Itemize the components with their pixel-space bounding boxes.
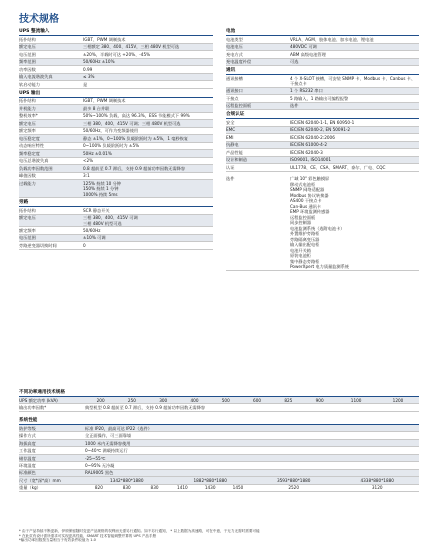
spec-row <box>226 176 419 271</box>
common-specs <box>19 388 419 492</box>
capacity-value: 600 <box>241 397 272 404</box>
size-value: 1882*880*1880 <box>168 477 251 484</box>
env-value: 标准 IP20，最高可达 IP22（选件） <box>85 425 419 432</box>
spec-row <box>226 127 419 135</box>
spec-row <box>19 173 213 181</box>
spec-value: ±20%，半载时可达 +20%、-45% <box>83 51 151 57</box>
size-value: 4338*880*1880 <box>335 477 419 484</box>
spec-value: 5 路输入，1 路输出可编程报警 <box>290 95 349 101</box>
spec-label: 电压范围 <box>19 235 36 240</box>
env-value: -25~55℃ <box>85 454 419 461</box>
spec-row <box>19 143 213 151</box>
spec-row <box>226 59 419 67</box>
spec-value: IEC/EN 62040-3 <box>290 149 323 155</box>
spec-row <box>19 98 213 106</box>
spec-row <box>19 66 213 74</box>
env-value: 0~95% 无冷凝 <box>85 462 419 469</box>
capacity-value: 825 <box>273 397 304 404</box>
spec-label: 电池类型 <box>226 36 243 42</box>
spec-value: 静态 ±1%，0~100% 负载阶跃时为 ±5%，1 毫秒恢复 <box>83 135 189 141</box>
spec-row <box>226 134 419 142</box>
env-value: 全正面操作，可三面靠墙 <box>85 432 419 439</box>
spec-value: 最多 8 台并联 <box>83 105 110 111</box>
spec-row <box>19 235 213 243</box>
spec-row <box>19 120 213 128</box>
spec-label: 额定频率 <box>19 227 36 233</box>
power-factor-row <box>19 404 419 411</box>
spec-value: 0~100% 负载阶跃时为 ±5% <box>83 143 140 148</box>
spec-label: EMI <box>226 134 234 140</box>
spec-value: 480VDC 可调 <box>290 44 317 49</box>
spec-row <box>226 164 419 172</box>
spec-row <box>226 149 419 157</box>
env-label: 海拔高度 <box>19 439 85 446</box>
spec-label: 功率因数 <box>19 66 36 72</box>
spec-value: 0 <box>83 242 86 248</box>
weight-value: 820 <box>85 484 113 491</box>
size-value: 3593*880*1880 <box>252 477 336 484</box>
spec-value: ≤ 3% <box>83 74 95 79</box>
size-value: 1342*880*1880 <box>85 477 168 484</box>
spec-label: 负载功率因数范围 <box>19 165 53 171</box>
spec-row <box>19 180 213 198</box>
env-value: 0~40℃ 满载持续运行 <box>85 447 419 454</box>
spec-label: 拓扑结构 <box>19 98 36 103</box>
spec-value: IGBT、PWM 调制技术 <box>83 36 126 42</box>
spec-value: UL1778、CE、CSA、SMART、泰尔、广电、CQC <box>290 164 386 170</box>
env-row <box>19 462 419 469</box>
spec-value: 50Hz ±0.01% <box>83 150 112 156</box>
spec-value: 3:1 <box>83 173 90 178</box>
weight-value: 830 <box>141 484 169 491</box>
spec-value: 4 个 X-SLOT 接槽，可安装 SNMP 卡、Modbus 卡、Canbus 卡、干接点卡 <box>290 75 416 86</box>
spec-label: 产品性能 <box>226 149 243 155</box>
spec-value: ISO9001, ISO14001 <box>290 157 332 162</box>
spec-value: ±10% 可调 <box>83 235 106 240</box>
spec-row <box>226 88 419 96</box>
spec-row <box>226 119 419 127</box>
spec-value: ABM 高级电池管理 <box>290 51 326 57</box>
spec-label: 远程监控面板 <box>226 103 252 108</box>
spec-row <box>226 95 419 103</box>
capacity-value: 1200 <box>377 397 419 404</box>
spec-label: 拓扑结构 <box>19 36 36 42</box>
spec-value: 50%~100% 负载，高达 96.3%，ESS 节能模式下 99% <box>83 113 190 118</box>
right-column <box>226 27 419 271</box>
section-heading: 合规认证 <box>226 111 419 119</box>
spec-label: 电池电压 <box>226 44 243 49</box>
spec-value: 0.99 <box>83 66 93 72</box>
spec-value: 三相额定 380、400、415V，三相 480V 机型可选 <box>83 44 180 49</box>
spec-label: 软启动能力 <box>19 81 40 87</box>
spec-value: 1 个 RS232 串口 <box>290 88 323 93</box>
size-row <box>19 477 419 484</box>
spec-label: 旁路逆变器切换时间 <box>19 242 57 248</box>
capacity-value: 300 <box>148 397 179 404</box>
spec-label: 电压稳定度 <box>19 135 40 141</box>
spec-row <box>226 142 419 150</box>
spec-label: 充电方式 <box>226 51 243 57</box>
spec-label: 干接点 <box>226 95 239 101</box>
pf-value: 典型机型 0.8 超前至 0.7 滞后，支持 0.9 超前功率因数无需降容 <box>85 404 419 411</box>
capacity-value: 200 <box>85 397 116 404</box>
footnote: * 由于产品持续不断更新，伊顿保留随时变更产品规格的权利而无需另行通知。如不另行通知， * 以上数据为高速路，可在中意，于无力无需时需要可能 <box>19 529 260 533</box>
weight-label: 重量（kg） <box>19 484 85 491</box>
section-heading: 通讯 <box>226 67 419 75</box>
spec-row <box>19 128 213 136</box>
spec-value: 50/60Hz ±10% <box>83 59 115 64</box>
spec-value: 是 <box>83 81 88 87</box>
capacity-value: 900 <box>304 397 335 404</box>
section-heading: 电池 <box>226 28 419 36</box>
spec-value: <2% <box>83 158 94 163</box>
weight-value: 1430 <box>196 484 224 491</box>
spec-row <box>19 207 213 215</box>
footnotes <box>19 529 419 543</box>
spec-row <box>19 74 213 82</box>
env-row <box>19 454 419 461</box>
capacity-table <box>19 397 419 412</box>
spec-row <box>19 113 213 121</box>
section-heading: UPS 输出 <box>19 90 213 98</box>
spec-row <box>19 81 213 89</box>
spec-label: 输入电流谐波失真 <box>19 74 53 79</box>
spec-value: 三相 380、400、415V 可调；三相 480V 机型可选 <box>83 120 181 126</box>
capacity-value: 400 <box>179 397 210 404</box>
spec-label: 选件 <box>226 176 235 181</box>
capacity-value: 500 <box>210 397 241 404</box>
env-label: 工作温度 <box>19 447 85 454</box>
section-heading: 旁路 <box>19 199 213 207</box>
spec-value: IEC/EN 62040-2:2006 <box>290 134 335 140</box>
env-label: 储存温度 <box>19 454 85 461</box>
spec-label: 过载能力 <box>19 180 36 186</box>
capacity-value: 250 <box>116 397 147 404</box>
pf-label: 输出功率因数* <box>19 404 85 411</box>
spec-label: 电压总谐波失真 <box>19 158 49 163</box>
spec-row <box>19 36 213 44</box>
spec-row <box>19 135 213 143</box>
spec-value: 50/60Hz，可作为变频器使用 <box>83 128 139 133</box>
spec-label: 动态响应特性 <box>19 143 45 148</box>
env-label: 防护等级 <box>19 425 85 432</box>
spec-value: 可选 <box>290 59 299 64</box>
spec-value: IEC/EN 61000-4-2 <box>290 142 327 147</box>
spec-row <box>226 36 419 44</box>
weight-value: 830 <box>113 484 141 491</box>
spec-value: 三相 380、400、415V 可调 三相 480V 机型可选 <box>83 215 138 226</box>
spec-value: VRLA、AGM、胶体电池、加水电池、锂电池 <box>290 36 374 42</box>
spec-label: 额定电压 <box>19 44 36 49</box>
weight-value: 1450 <box>224 484 252 491</box>
spec-value: IEC/EN 62040-1-1, EN 60950-1 <box>290 119 355 125</box>
spec-label: 认证 <box>226 164 235 170</box>
capacity-row <box>19 397 419 404</box>
spec-row <box>226 75 419 88</box>
weight-value: 2520 <box>252 484 336 491</box>
spec-row <box>19 51 213 59</box>
env-row <box>19 447 419 454</box>
spec-row <box>226 157 419 165</box>
spec-label: 设计和制造 <box>226 157 247 162</box>
env-row <box>19 439 419 446</box>
spec-row <box>19 59 213 67</box>
spec-value: IEC/EN 62040-2, EN 50091-2 <box>290 127 351 132</box>
env-label: 标准颜色 <box>19 469 85 476</box>
spec-row <box>226 44 419 52</box>
spec-label: 整机效率* <box>19 113 38 118</box>
spec-row <box>19 165 213 173</box>
spec-value: 选件 <box>290 103 299 108</box>
left-column <box>19 27 213 250</box>
env-label: 环境湿度 <box>19 462 85 469</box>
spec-value: 50/60Hz <box>83 227 101 233</box>
spec-row <box>19 105 213 113</box>
spec-value: 0.8 超前至 0.7 滞后，支持 0.9 超前功率因数无需降容 <box>83 165 186 171</box>
weight-value: 1410 <box>168 484 196 491</box>
spec-row <box>19 227 213 235</box>
footnote: * 在此页有设计需所需求可实现更高性能，SMART 技术智能调整并算的 UPS 产品手册 <box>19 533 157 538</box>
capacity-label: UPS 额定功率 (kVA) <box>19 397 85 404</box>
size-label: 尺寸（宽*深*高）mm <box>19 477 85 484</box>
spec-label: 额定频率 <box>19 128 36 133</box>
spec-label: 额定电压 <box>19 215 36 220</box>
spec-label: 拓扑结构 <box>19 207 36 213</box>
spec-row <box>19 158 213 166</box>
spec-label: 抗静电 <box>226 142 239 147</box>
spec-label: 安全 <box>226 119 235 125</box>
spec-value: SCR 静态开关 <box>83 207 110 213</box>
section-heading: 不同功率通用技术规格 <box>19 389 419 397</box>
env-row <box>19 469 419 476</box>
page-title: 技术规格 <box>19 14 59 25</box>
spec-label: 电压范围 <box>19 51 36 57</box>
spec-label: 充电温度补偿 <box>226 59 252 64</box>
spec-label: 通讯接槽 <box>226 75 243 81</box>
spec-row <box>226 51 419 59</box>
env-value: 1000 米内无需降容使用 <box>85 439 419 446</box>
spec-label: EMC <box>226 127 236 132</box>
env-value: RAL9005 黑色 <box>85 469 419 476</box>
spec-label: 通讯接口 <box>226 88 243 93</box>
env-table <box>19 425 419 492</box>
capacity-value: 1100 <box>335 397 377 404</box>
spec-label: 峰值因数 <box>19 173 36 178</box>
footnote: *输出功率因数按当量相当于有效条件取值为 1.0 <box>19 538 96 543</box>
spec-value: 125% 持续 10 分钟 150% 持续 1 分钟 1000% 持续 5ms <box>83 180 122 197</box>
env-label: 操作方式 <box>19 432 85 439</box>
section-heading: UPS 整流输入 <box>19 28 213 36</box>
spec-label: 并机能力 <box>19 105 36 111</box>
spec-value: IGBT、PWM 调制技术 <box>83 98 126 103</box>
spec-label: 额定电压 <box>19 120 36 126</box>
spec-value: 广域 10" 彩色触摸屏 移动式电池柜 SNMP 网络适配器 Modbus 协议转换器 AS400 干接点卡 Can-Bus 通讯卡 EMP 环境监测传感器 远程监控面板 同步控制器 电池监测系统（选附电池卡） 外置维护旁路柜 旁路隔离变压器 输入输出配电柜 电池开关箱 原装电池柜 集中静态旁路柜 PowerXpert 电力质量监测系统 <box>290 176 349 269</box>
spec-row <box>226 103 419 111</box>
spec-row <box>19 242 213 250</box>
spec-row <box>19 215 213 228</box>
env-row <box>19 425 419 432</box>
spec-label: 频率范围 <box>19 59 36 64</box>
env-row <box>19 432 419 439</box>
spec-row <box>19 44 213 52</box>
weight-value: 3120 <box>335 484 419 491</box>
section-heading: 系统性能 <box>19 417 419 425</box>
spec-label: 频率稳定度 <box>19 150 40 156</box>
spec-row <box>19 150 213 158</box>
weight-row <box>19 484 419 491</box>
